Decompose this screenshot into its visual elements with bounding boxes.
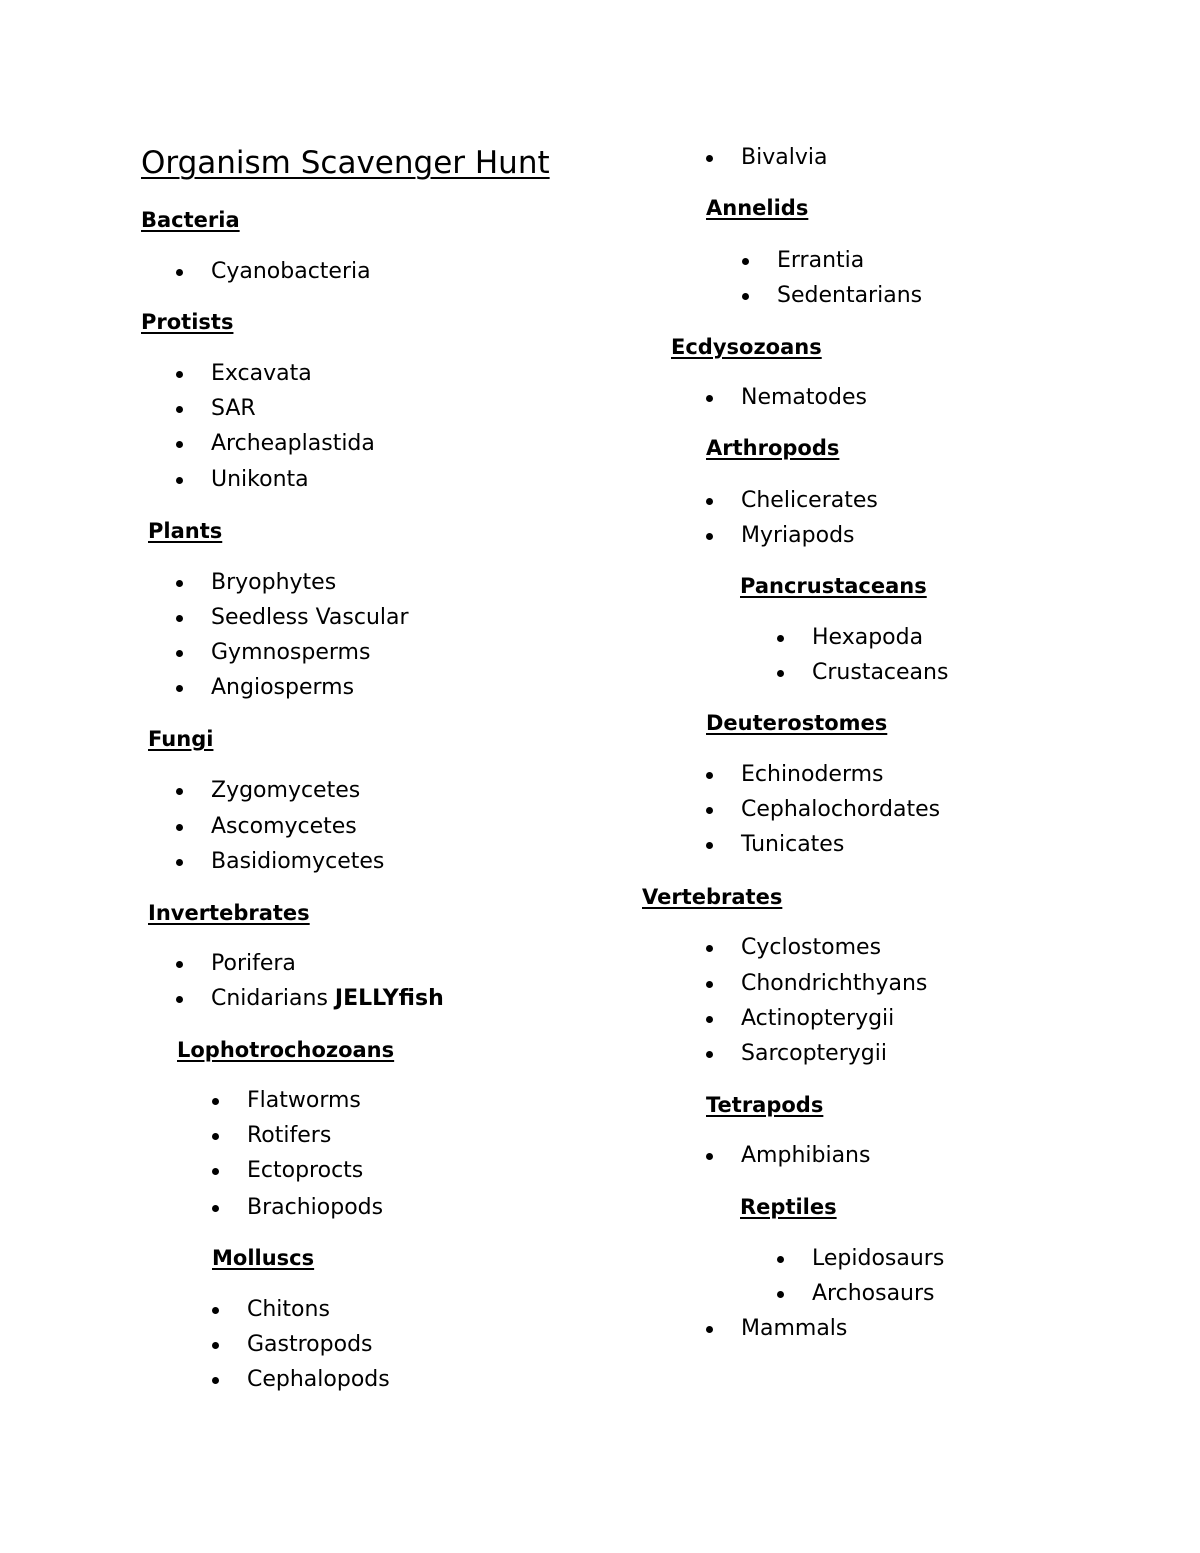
list-item-text: Sedentarians: [777, 283, 923, 308]
list-item-text: Tunicates: [741, 832, 845, 857]
list-item-text: Cyclostomes: [741, 935, 882, 960]
section-heading-vertebrates: Vertebrates: [642, 885, 783, 909]
section-heading-plants: Plants: [148, 519, 223, 543]
bullet-icon: [706, 395, 713, 402]
list-item-text: Amphibians: [741, 1143, 871, 1168]
section-heading-protists: Protists: [141, 310, 234, 334]
section-heading-arthropods: Arthropods: [706, 436, 840, 460]
list-item-text: Crustaceans: [812, 660, 949, 685]
bullet-icon: [176, 685, 183, 692]
list-item-text: Porifera: [211, 951, 296, 976]
bullet-icon: [706, 981, 713, 988]
bullet-icon: [176, 650, 183, 657]
bullet-icon: [212, 1377, 219, 1384]
list-item-text: Rotifers: [247, 1123, 332, 1148]
list-item-text: Cephalochordates: [741, 797, 941, 822]
list-item-text: Errantia: [777, 248, 865, 273]
list-item-text: Seedless Vascular: [211, 605, 409, 630]
section-heading-fungi: Fungi: [148, 727, 214, 751]
list-item-text-main: Cnidarians: [211, 986, 328, 1011]
list-item-text: Chelicerates: [741, 488, 878, 513]
bullet-icon: [706, 155, 713, 162]
bullet-icon: [176, 477, 183, 484]
bullet-icon: [176, 961, 183, 968]
bullet-icon: [777, 635, 784, 642]
bullet-icon: [212, 1307, 219, 1314]
list-item-text: Gastropods: [247, 1332, 373, 1357]
bullet-icon: [777, 670, 784, 677]
list-item-text: Brachiopods: [247, 1195, 384, 1220]
list-item-text: Chitons: [247, 1297, 330, 1322]
bullet-icon: [706, 807, 713, 814]
bullet-icon: [706, 842, 713, 849]
bullet-icon: [176, 371, 183, 378]
bullet-icon: [777, 1256, 784, 1263]
list-item-text: Cephalopods: [247, 1367, 390, 1392]
section-heading-ecdysozoans: Ecdysozoans: [671, 335, 822, 359]
list-item-text: Actinopterygii: [741, 1006, 895, 1031]
section-heading-annelids: Annelids: [706, 196, 809, 220]
bullet-icon: [706, 1326, 713, 1333]
list-item-text: Cyanobacteria: [211, 259, 371, 284]
bullet-icon: [176, 580, 183, 587]
bullet-icon: [706, 1016, 713, 1023]
list-item-text: Gymnosperms: [211, 640, 371, 665]
section-heading-tetrapods: Tetrapods: [706, 1093, 824, 1117]
bullet-icon: [706, 533, 713, 540]
bullet-icon: [212, 1205, 219, 1212]
bullet-icon: [176, 406, 183, 413]
list-item-text: Echinoderms: [741, 762, 884, 787]
bullet-icon: [176, 859, 183, 866]
bullet-icon: [212, 1098, 219, 1105]
bullet-icon: [176, 441, 183, 448]
bullet-icon: [706, 945, 713, 952]
bullet-icon: [176, 269, 183, 276]
list-item-emphasis: JELLYfish: [334, 986, 444, 1011]
list-item-text: Chondrichthyans: [741, 971, 928, 996]
list-item-text: Lepidosaurs: [812, 1246, 945, 1271]
list-item-text: Zygomycetes: [211, 778, 361, 803]
bullet-icon: [706, 1051, 713, 1058]
section-heading-invertebrates: Invertebrates: [148, 901, 310, 925]
list-item-text: Flatworms: [247, 1088, 361, 1113]
bullet-icon: [212, 1168, 219, 1175]
list-item-text: Sarcopterygii: [741, 1041, 887, 1066]
page-title: Organism Scavenger Hunt: [141, 145, 550, 181]
section-heading-bacteria: Bacteria: [141, 208, 240, 232]
bullet-icon: [706, 498, 713, 505]
bullet-icon: [176, 788, 183, 795]
bullet-icon: [176, 615, 183, 622]
list-item-text: Unikonta: [211, 467, 309, 492]
list-item-text: Hexapoda: [812, 625, 924, 650]
list-item-text: Angiosperms: [211, 675, 355, 700]
bullet-icon: [212, 1133, 219, 1140]
list-item-text: Nematodes: [741, 385, 867, 410]
list-item-text: Myriapods: [741, 523, 855, 548]
list-item-text: [211, 988, 444, 1010]
bullet-icon: [212, 1342, 219, 1349]
section-heading-pancrustaceans: Pancrustaceans: [740, 574, 927, 598]
bullet-icon: [742, 258, 749, 265]
list-item-text: Mammals: [741, 1316, 848, 1341]
list-item-text: Basidiomycetes: [211, 849, 385, 874]
section-heading-molluscs: Molluscs: [212, 1246, 315, 1270]
bullet-icon: [176, 824, 183, 831]
section-heading-lophotrochozoans: Lophotrochozoans: [177, 1038, 395, 1062]
section-heading-deuterostomes: Deuterostomes: [706, 711, 888, 735]
bullet-icon: [777, 1291, 784, 1298]
list-item-text: Ascomycetes: [211, 814, 357, 839]
list-item-text: Archosaurs: [812, 1281, 935, 1306]
list-item-text: Bryophytes: [211, 570, 337, 595]
list-item-text: Archeaplastida: [211, 431, 375, 456]
list-item-text: SAR: [211, 396, 256, 421]
section-heading-reptiles: Reptiles: [740, 1195, 837, 1219]
bullet-icon: [706, 1153, 713, 1160]
bullet-icon: [176, 996, 183, 1003]
list-item-text: Bivalvia: [741, 145, 828, 170]
list-item-text: Excavata: [211, 361, 312, 386]
bullet-icon: [742, 293, 749, 300]
list-item-text: Ectoprocts: [247, 1158, 364, 1183]
bullet-icon: [706, 772, 713, 779]
